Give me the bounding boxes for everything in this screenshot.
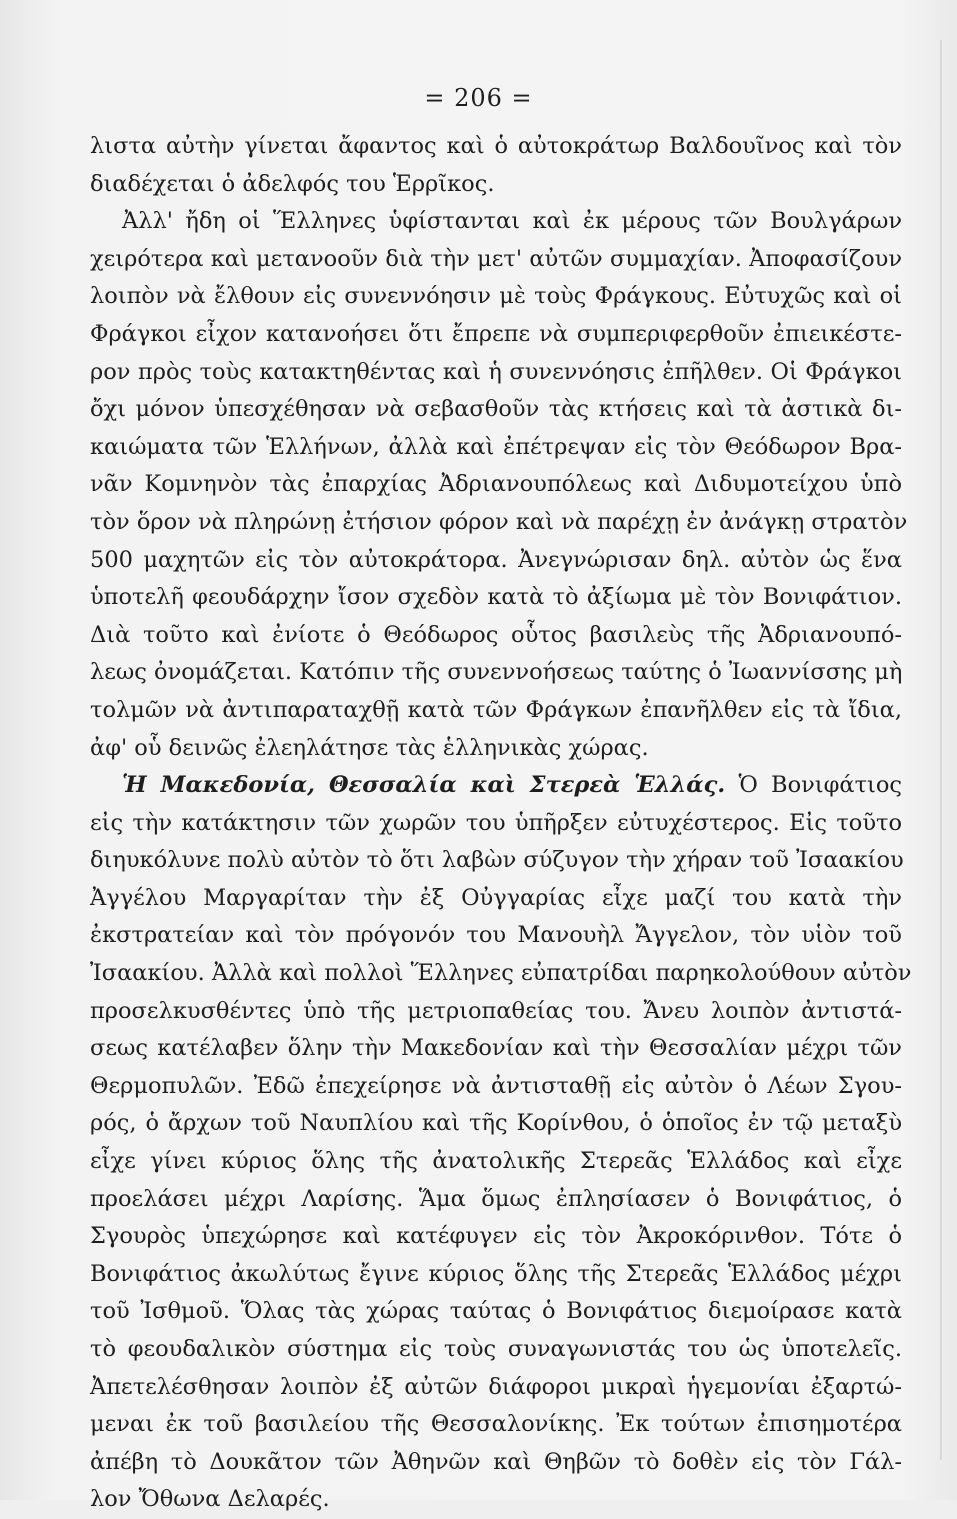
text-line: χειρότερα καὶ μετανοοῦν διὰ τὴν μετ' αὐτῶν συμμαχίαν. Ἀποφασίζουν: [90, 245, 902, 272]
text-line: ἀπέβη τὸ Δουκᾶτον τῶν Ἀθηνῶν καὶ Θηβῶν τὸ δοθὲν εἰς τὸν Γάλ-: [90, 1448, 902, 1475]
text-line: προελάσει μέχρι Λαρίσης. Ἅμα ὅμως ἐπλησίασεν ὁ Βονιφάτιος, ὁ: [90, 1185, 902, 1212]
text-line: ἐκστρατείαν καὶ τὸν πρόγονόν του Μανουὴλ Ἄγγελον, τὸν υἱὸν τοῦ: [90, 922, 902, 949]
text-line: Βονιφάτιος ἀκωλύτως ἔγινε κύριος ὅλης τῆς Στερεᾶς Ἑλλάδος μέχρι: [90, 1260, 902, 1287]
text-line: ρον πρὸς τοὺς κατακτηθέντας καὶ ἡ συνεννόησις ἐπῆλθεν. Οἱ Φράγκοι: [90, 358, 902, 385]
text-line: καιώματα τῶν Ἑλλήνων, ἀλλὰ καὶ ἐπέτρεψαν εἰς τὸν Θεόδωρον Βρα-: [90, 433, 902, 460]
text-line: προσελκυσθέντες ὑπὸ τῆς μετριοπαθείας του. Ἄνευ λοιπὸν ἀντιστά-: [90, 997, 902, 1024]
page-edge-shadow: [940, 40, 942, 1460]
text-line: 500 μαχητῶν εἰς τὸν αὐτοκράτορα. Ἀνεγνώρισαν δηλ. αὐτὸν ὡς ἕνα: [90, 546, 902, 573]
text-line: ὄχι μόνον ὑπεσχέθησαν νὰ σεβασθοῦν τὰς κτήσεις καὶ τὰ ἀστικὰ δι-: [90, 396, 902, 423]
text-line: Ἀπετελέσθησαν λοιπὸν ἐξ αὐτῶν διάφοροι μικραὶ ἡγεμονίαι ἐξαρτώ-: [90, 1373, 902, 1400]
text-line: τὸν ὅρον νὰ πληρώνῃ ἐτήσιον φόρον καὶ νὰ παρέχῃ ἐν ἀνάγκῃ στρατὸν: [90, 508, 908, 535]
section-heading-line: [90, 767, 902, 805]
text-line-fragment: Ὁ Βονιφάτιος: [738, 772, 902, 799]
text-line: διαδέχεται ὁ ἀδελφός του Ἑρρῖκος.: [90, 170, 495, 197]
text-line: Ἀλλ' ἤδη οἱ Ἕλληνες ὑφίστανται καὶ ἐκ μέρους τῶν Βουλγάρων: [122, 208, 902, 235]
text-line: ὑποτελῆ φεουδάρχην ἴσον σχεδὸν κατὰ τὸ ἀξίωμα μὲ τὸν Βονιφάτιον.: [90, 584, 902, 611]
text-line: Ἀγγέλου Μαργαρίταν τὴν ἐξ Οὐγγαρίας εἶχε μαζί του κατὰ τὴν: [90, 884, 902, 911]
page-number: = 206 =: [424, 84, 533, 112]
text-line: τὸ φεουδαλικὸν σύστημα εἰς τοὺς συναγωνιστάς του ὡς ὑποτελεῖς.: [90, 1336, 902, 1362]
text-line: μεναι ἐκ τοῦ βασιλείου τῆς Θεσσαλονίκης. Ἐκ τούτων ἐπισημοτέρα: [90, 1411, 902, 1438]
text-line: λεως ὀνομάζεται. Κατόπιν τῆς συνεννοήσεως ταύτης ὁ Ἰωαννίσσης μὴ: [90, 659, 903, 686]
text-line: Σγουρὸς ὑπεχώρησε καὶ κατέφυγεν εἰς τὸν Ἀκροκόρινθον. Τότε ὁ: [90, 1223, 902, 1250]
text-line: λιστα αὐτὴν γίνεται ἄφαντος καὶ ὁ αὐτοκράτωρ Βαλδουῖνος καὶ τὸν: [90, 133, 902, 159]
text-line: Διὰ τοῦτο καὶ ἐνίοτε ὁ Θεόδωρος οὗτος βασιλεὺς τῆς Ἀδριανουπό-: [90, 621, 902, 648]
text-line: σεως κατέλαβεν ὅλην τὴν Μακεδονίαν καὶ τὴν Θεσσαλίαν μέχρι τῶν: [90, 1035, 902, 1062]
text-line: Φράγκοι εἶχον κατανοήσει ὅτι ἔπρεπε νὰ συμπεριφερθοῦν ἐπιεικέστε-: [90, 320, 902, 347]
text-line: τολμῶν νὰ ἀντιπαραταχθῇ κατὰ τῶν Φράγκων ἐπανῆλθεν εἰς τὰ ἴδια,: [90, 696, 902, 723]
text-line: λον Ὄθωνα Δελαρές.: [90, 1486, 330, 1513]
text-line: τοῦ Ἰσθμοῦ. Ὅλας τὰς χώρας ταύτας ὁ Βονιφάτιος διεμοίρασε κατὰ: [90, 1298, 902, 1325]
text-line: εἶχε γίνει κύριος ὅλης τῆς ἀνατολικῆς Στερεᾶς Ἑλλάδος καὶ εἶχε: [90, 1148, 902, 1175]
section-heading: Ἡ Μακεδονία, Θεσσαλία καὶ Στερεὰ Ἑλλάς.: [122, 772, 726, 799]
text-line: λοιπὸν νὰ ἔλθουν εἰς συνεννόησιν μὲ τοὺς Φράγκους. Εὐτυχῶς καὶ οἱ: [90, 283, 902, 310]
body-text: [90, 128, 912, 1519]
text-line: ἀφ' οὗ δεινῶς ἐλεηλάτησε τὰς ἑλληνικὰς χώρας.: [90, 734, 649, 761]
text-line: ρός, ὁ ἄρχων τοῦ Ναυπλίου καὶ τῆς Κορίνθου, ὁ ὁποῖος ἐν τῷ μεταξὺ: [90, 1110, 902, 1137]
text-line: εἰς τὴν κατάκτησιν τῶν χωρῶν του ὑπῆρξεν εὐτυχέστερος. Εἰς τοῦτο: [90, 809, 902, 836]
text-line: διηυκόλυνε πολὺ αὐτὸν τὸ ὅτι λαβὼν σύζυγον τὴν χήραν τοῦ Ἰσαακίου: [90, 847, 904, 874]
text-line: Ἰσαακίου. Ἀλλὰ καὶ πολλοὶ Ἕλληνες εὐπατρίδαι παρηκολούθουν αὐτὸν: [90, 960, 912, 987]
text-line: Θερμοπυλῶν. Ἐδῶ ἐπεχείρησε νὰ ἀντισταθῇ εἰς αὐτὸν ὁ Λέων Σγου-: [90, 1072, 902, 1099]
text-line: νᾶν Κομνηνὸν τὰς ἐπαρχίας Ἀδριανουπόλεως καὶ Διδυμοτείχου ὑπὸ: [90, 471, 902, 498]
